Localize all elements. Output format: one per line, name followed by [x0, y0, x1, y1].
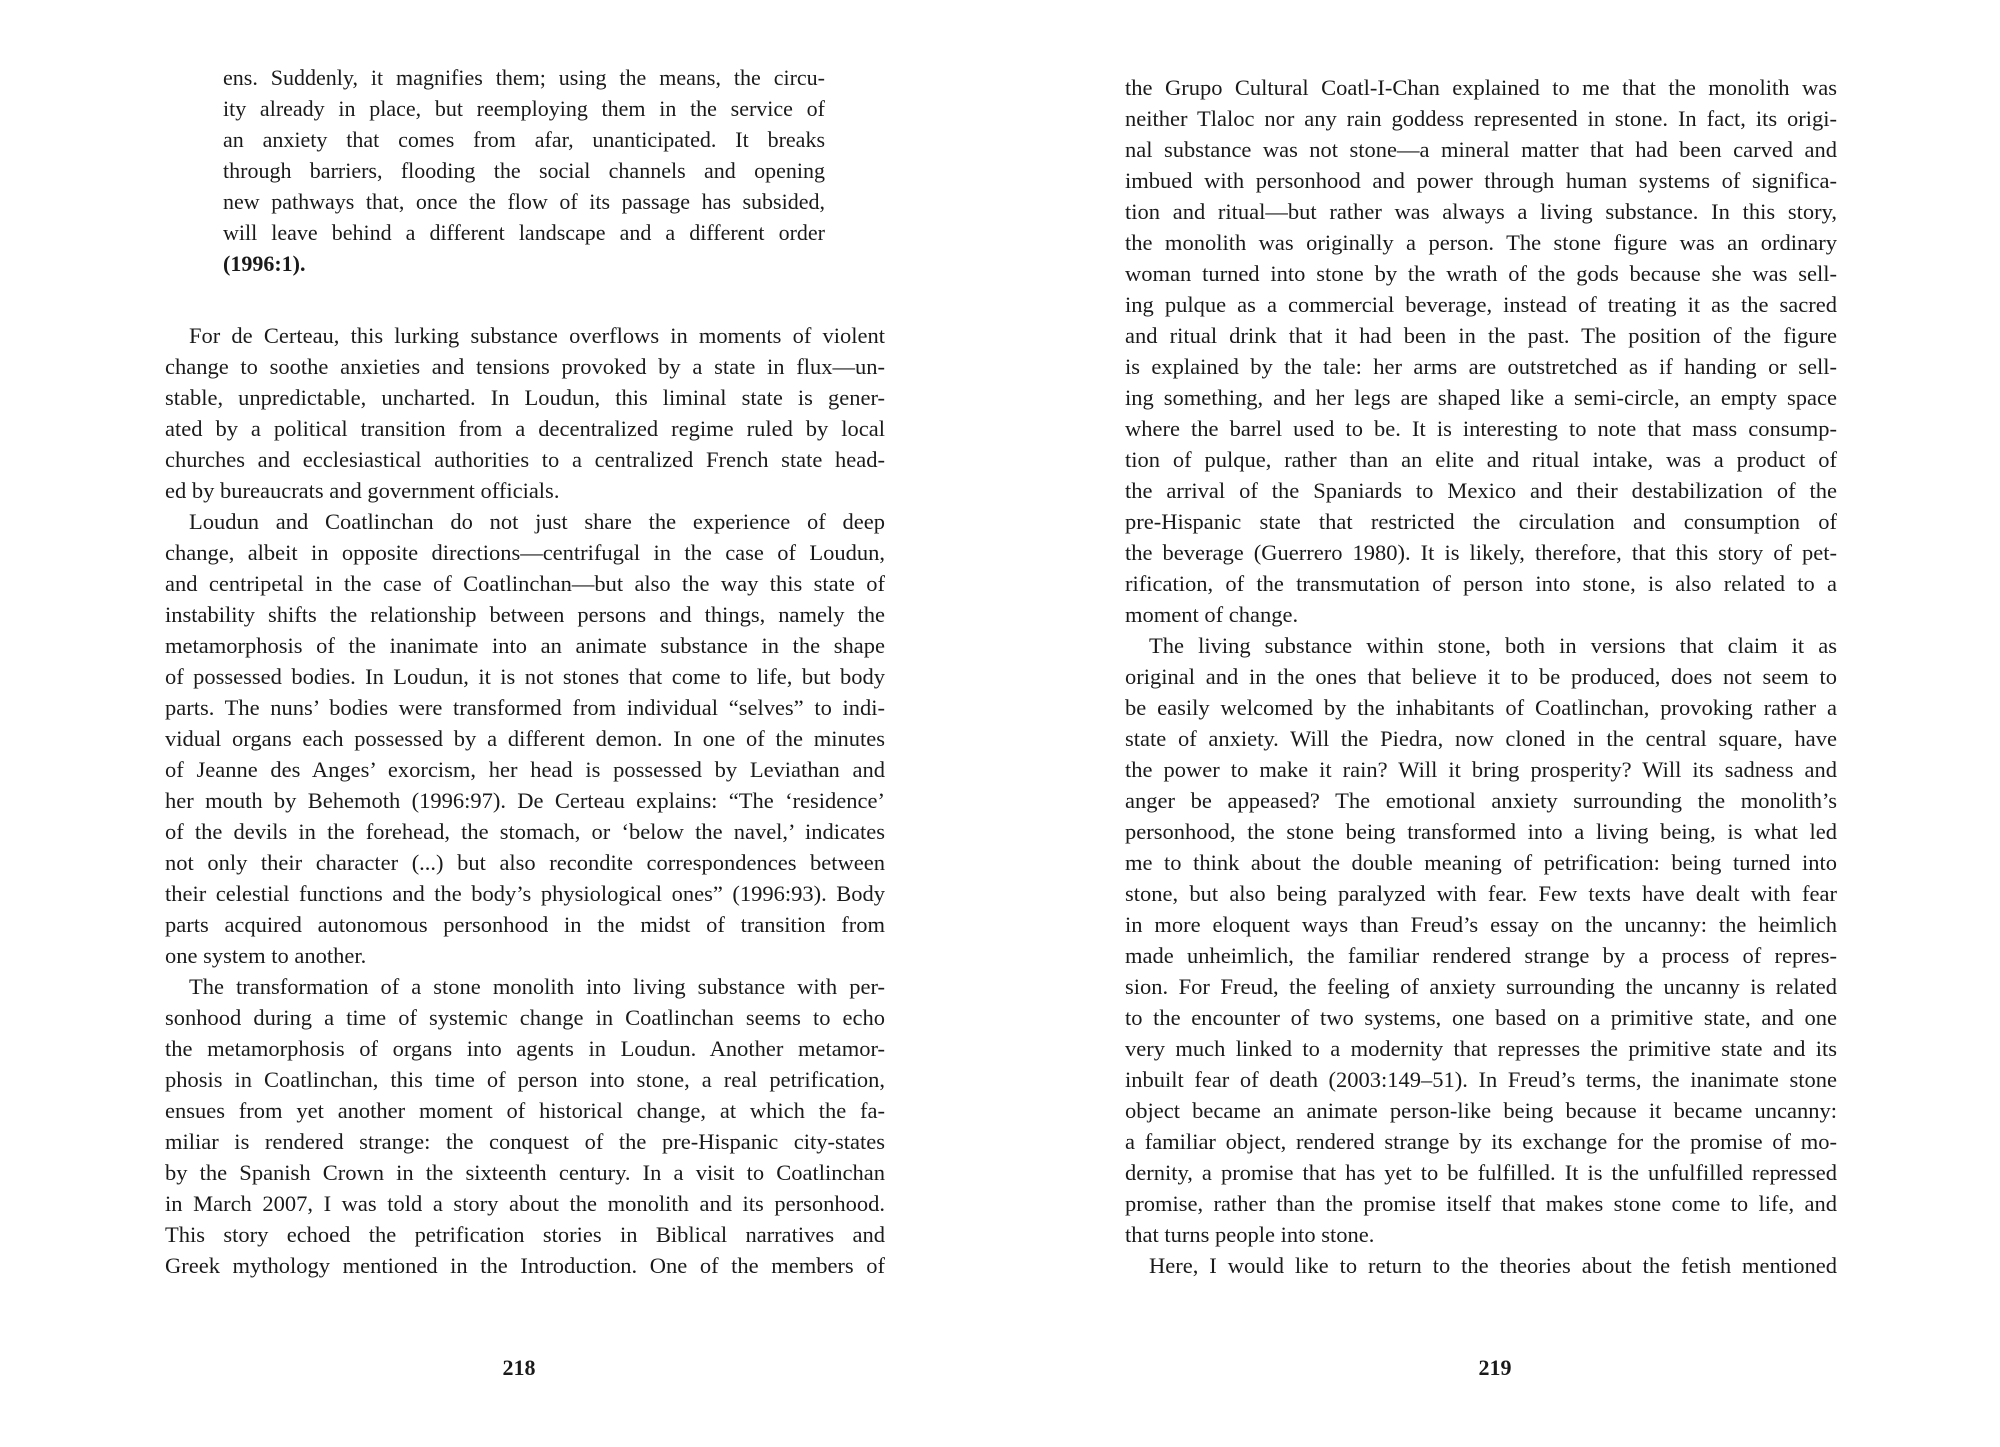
page-number: 218: [502, 1355, 536, 1380]
text-line: state of anxiety. Will the Piedra, now cloned in the central square, have: [1125, 726, 1837, 751]
quote-line: through barriers, flooding the social channels and opening: [223, 158, 825, 183]
text-line: ing pulque as a commercial beverage, instead of treating it as the sacred: [1125, 292, 1837, 317]
text-line: change to soothe anxieties and tensions provoked by a state in flux—un-: [165, 354, 885, 379]
paragraph: [1125, 1250, 1837, 1281]
text-line: tion and ritual—but rather was always a living substance. In this story,: [1125, 199, 1837, 224]
text-line: neither Tlaloc nor any rain goddess represented in stone. In fact, its origi-: [1125, 106, 1837, 131]
text-line: and centripetal in the case of Coatlinchan—but also the way this state of: [165, 571, 885, 596]
quote-line: an anxiety that comes from afar, unanticipated. It breaks: [223, 127, 825, 152]
text-line: Here, I would like to return to the theories about the fetish mentioned: [1149, 1253, 1837, 1278]
text-line: miliar is rendered strange: the conquest of the pre-Hispanic city-states: [165, 1129, 885, 1154]
text-line: This story echoed the petrification stories in Biblical narratives and: [165, 1222, 885, 1247]
text-line: Greek mythology mentioned in the Introduction. One of the members of: [165, 1253, 885, 1278]
right-page: [1000, 0, 2000, 1447]
text-line: a familiar object, rendered strange by its exchange for the promise of mo-: [1125, 1129, 1837, 1154]
text-line: sonhood during a time of systemic change in Coatlinchan seems to echo: [165, 1005, 885, 1030]
text-line: by the Spanish Crown in the sixteenth century. In a visit to Coatlinchan: [165, 1160, 885, 1185]
text-line: to the encounter of two systems, one based on a primitive state, and one: [1125, 1005, 1837, 1030]
text-line: ensues from yet another moment of historical change, at which the fa-: [165, 1098, 885, 1123]
text-line: the Grupo Cultural Coatl-I-Chan explained to me that the monolith was: [1125, 75, 1837, 100]
text-line: phosis in Coatlinchan, this time of person into stone, a real petrification,: [165, 1067, 885, 1092]
text-line: instability shifts the relationship between persons and things, namely the: [165, 602, 885, 627]
text-line: ing something, and her legs are shaped like a semi-circle, an empty space: [1125, 385, 1837, 410]
text-line: change, albeit in opposite directions—centrifugal in the case of Loudun,: [165, 540, 885, 565]
quote-citation: (1996:1).: [223, 251, 306, 276]
text-line: very much linked to a modernity that represses the primitive state and its: [1125, 1036, 1837, 1061]
text-line: moment of change.: [1125, 602, 1299, 627]
text-line: in more eloquent ways than Freud’s essay on the uncanny: the heimlich: [1125, 912, 1837, 937]
text-line: ed by bureaucrats and government officials.: [165, 478, 560, 503]
text-line: anger be appeased? The emotional anxiety surrounding the monolith’s: [1125, 788, 1837, 813]
text-line: personhood, the stone being transformed into a living being, is what led: [1125, 819, 1837, 844]
text-line: object became an animate person-like being because it became uncanny:: [1125, 1098, 1837, 1123]
paragraph: [1125, 72, 1837, 630]
text-line: stable, unpredictable, uncharted. In Loudun, this liminal state is gener-: [165, 385, 885, 410]
text-line: promise, rather than the promise itself that makes stone come to life, and: [1125, 1191, 1837, 1216]
left-body-text: [165, 320, 885, 1281]
text-line: their celestial functions and the body’s physiological ones” (1996:93). Body: [165, 881, 885, 906]
text-line: not only their character (...) but also recondite correspondences between: [165, 850, 885, 875]
text-line: For de Certeau, this lurking substance overflows in moments of violent: [189, 323, 885, 348]
text-line: vidual organs each possessed by a different demon. In one of the minutes: [165, 726, 885, 751]
text-line: one system to another.: [165, 943, 367, 968]
text-line: of the devils in the forehead, the stomach, or ‘below the navel,’ indicates: [165, 819, 885, 844]
text-line: where the barrel used to be. It is interesting to note that mass consump-: [1125, 416, 1837, 441]
paragraph: [1125, 630, 1837, 1250]
text-line: metamorphosis of the inanimate into an animate substance in the shape: [165, 633, 885, 658]
text-line: imbued with personhood and power through human systems of significa-: [1125, 168, 1837, 193]
quote-line: will leave behind a different landscape and a different order: [223, 220, 825, 245]
text-line: and ritual drink that it had been in the past. The position of the figure: [1125, 323, 1837, 348]
text-line: original and in the ones that believe it to be produced, does not seem to: [1125, 664, 1837, 689]
text-line: be easily welcomed by the inhabitants of Coatlinchan, provoking rather a: [1125, 695, 1837, 720]
text-line: parts. The nuns’ bodies were transformed from individual “selves” to indi-: [165, 695, 885, 720]
text-line: rification, of the transmutation of person into stone, is also related to a: [1125, 571, 1837, 596]
text-line: the monolith was originally a person. The stone figure was an ordinary: [1125, 230, 1837, 255]
block-quote: [223, 62, 825, 279]
text-line: the metamorphosis of organs into agents in Loudun. Another metamor-: [165, 1036, 885, 1061]
text-line: her mouth by Behemoth (1996:97). De Certeau explains: “The ‘residence’: [165, 788, 885, 813]
text-line: Loudun and Coatlinchan do not just share the experience of deep: [189, 509, 885, 534]
text-line: in March 2007, I was told a story about the monolith and its personhood.: [165, 1191, 885, 1216]
text-line: made unheimlich, the familiar rendered strange by a process of repres-: [1125, 943, 1837, 968]
text-line: inbuilt fear of death (2003:149–51). In Freud’s terms, the inanimate stone: [1125, 1067, 1837, 1092]
text-line: churches and ecclesiastical authorities to a centralized French state head-: [165, 447, 885, 472]
paragraph: [165, 971, 885, 1281]
quote-line: ity already in place, but reemploying them in the service of: [223, 96, 825, 121]
quote-line: ens. Suddenly, it magnifies them; using the means, the circu-: [223, 65, 825, 90]
text-line: of possessed bodies. In Loudun, it is not stones that come to life, but body: [165, 664, 885, 689]
text-line: is explained by the tale: her arms are outstretched as if handing or sell-: [1125, 354, 1837, 379]
text-line: nal substance was not stone—a mineral matter that had been carved and: [1125, 137, 1837, 162]
text-line: me to think about the double meaning of petrification: being turned into: [1125, 850, 1837, 875]
text-line: ated by a political transition from a decentralized regime ruled by local: [165, 416, 885, 441]
page-number: 219: [1478, 1355, 1512, 1380]
text-line: woman turned into stone by the wrath of the gods because she was sell-: [1125, 261, 1837, 286]
paragraph: [165, 506, 885, 971]
text-line: the power to make it rain? Will it bring prosperity? Will its sadness and: [1125, 757, 1837, 782]
text-line: parts acquired autonomous personhood in the midst of transition from: [165, 912, 885, 937]
text-line: that turns people into stone.: [1125, 1222, 1375, 1247]
right-body-text: [1125, 72, 1837, 1281]
text-line: tion of pulque, rather than an elite and ritual intake, was a product of: [1125, 447, 1837, 472]
text-line: The living substance within stone, both in versions that claim it as: [1149, 633, 1837, 658]
text-line: The transformation of a stone monolith into living substance with per-: [189, 974, 885, 999]
text-line: of Jeanne des Anges’ exorcism, her head is possessed by Leviathan and: [165, 757, 885, 782]
quote-line: new pathways that, once the flow of its passage has subsided,: [223, 189, 825, 214]
text-line: dernity, a promise that has yet to be fulfilled. It is the unfulfilled repressed: [1125, 1160, 1837, 1185]
text-line: stone, but also being paralyzed with fear. Few texts have dealt with fear: [1125, 881, 1837, 906]
text-line: pre-Hispanic state that restricted the circulation and consumption of: [1125, 509, 1837, 534]
text-line: the arrival of the Spaniards to Mexico and their destabilization of the: [1125, 478, 1837, 503]
paragraph: [165, 320, 885, 506]
text-line: sion. For Freud, the feeling of anxiety surrounding the uncanny is related: [1125, 974, 1837, 999]
text-line: the beverage (Guerrero 1980). It is likely, therefore, that this story of pet-: [1125, 540, 1837, 565]
